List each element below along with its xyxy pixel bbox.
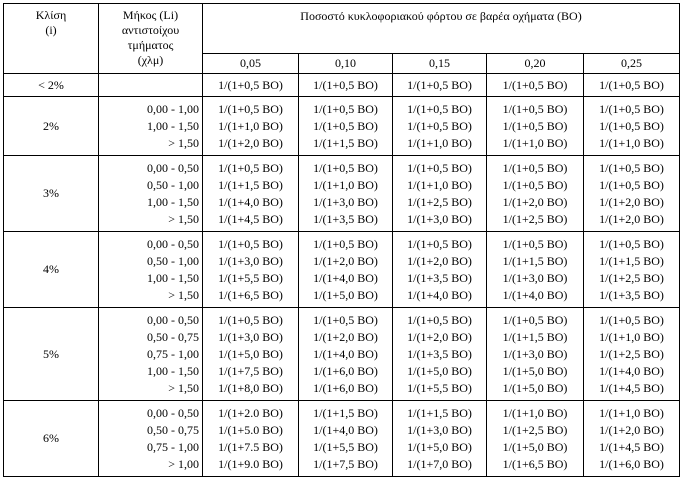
factor-value: 1/(1+1,5 ΒΟ) — [599, 253, 664, 268]
length-range: > 1,50 — [168, 380, 199, 395]
factor-cell — [487, 232, 584, 308]
length-range: > 1,50 — [168, 135, 199, 150]
length-range: 0,75 - 1,00 — [147, 439, 199, 454]
table-row — [4, 97, 680, 156]
factor-value: 1/(1+3,5 ΒΟ) — [407, 270, 472, 285]
factor-value: 1/(1+0,5 ΒΟ) — [599, 77, 664, 92]
length-range: 0,00 - 0,50 — [147, 236, 199, 251]
factor-value: 1/(1+3,5 ΒΟ) — [313, 211, 378, 226]
factor-value: 1/(1+7,0 ΒΟ) — [407, 456, 472, 471]
factor-value: 1/(1+0,5 ΒΟ) — [218, 77, 283, 92]
factor-value: 1/(1+1,5 ΒΟ) — [218, 177, 283, 192]
length-cell — [99, 232, 203, 308]
factor-value: 1/(1+5,0 ΒΟ) — [502, 380, 568, 395]
factor-value: 1/(1+0,5 ΒΟ) — [313, 118, 378, 133]
factor-cell — [393, 308, 487, 401]
length-header-line: τμήματος — [127, 38, 174, 52]
factor-value: 1/(1+1,0 ΒΟ) — [218, 118, 283, 133]
factor-value: 1/(1+5.0 ΒΟ) — [218, 422, 283, 437]
factor-value: 1/(1+0,5 ΒΟ) — [502, 312, 568, 327]
factor-value: 1/(1+5,0 ΒΟ) — [407, 439, 472, 454]
factor-cell — [487, 156, 584, 232]
factor-value: 1/(1+2,0 ΒΟ) — [502, 194, 568, 209]
factor-cell — [203, 74, 299, 97]
factor-cell — [393, 401, 487, 477]
factor-value: 1/(1+3,0 ΒΟ) — [313, 194, 378, 209]
table-row — [4, 308, 680, 401]
length-range: 1,00 - 1,50 — [147, 270, 199, 285]
factor-cell — [393, 156, 487, 232]
factor-value: 1/(1+0,5 ΒΟ) — [313, 236, 378, 251]
factor-value: 1/(1+0,5 ΒΟ) — [407, 101, 472, 116]
factor-value: 1/(1+3,5 ΒΟ) — [407, 346, 472, 361]
factor-value: 1/(1+0,5 ΒΟ) — [599, 160, 664, 175]
factor-value: 1/(1+7.5 ΒΟ) — [218, 439, 283, 454]
factor-value: 1/(1+4,0 ΒΟ) — [313, 422, 378, 437]
slope-header-line: Κλίση — [35, 8, 67, 22]
factor-value: 1/(1+0,5 ΒΟ) — [599, 236, 664, 251]
length-range: 0,00 - 0,50 — [147, 160, 199, 175]
factor-value: 1/(1+0,5 ΒΟ) — [502, 177, 568, 192]
length-range: 0,00 - 1,00 — [147, 101, 199, 116]
factor-value: 1/(1+0,5 ΒΟ) — [407, 160, 472, 175]
length-header-line: αντιστοίχου — [121, 23, 180, 37]
length-range: > 1,50 — [168, 211, 199, 226]
factor-value: 1/(1+3,0 ΒΟ) — [407, 211, 472, 226]
length-range: 1,00 - 1,50 — [147, 363, 199, 378]
factor-value: 1/(1+4,0 ΒΟ) — [313, 270, 378, 285]
factor-value: 1/(1+6,0 ΒΟ) — [599, 456, 664, 471]
length-header — [99, 4, 203, 74]
factor-value: 1/(1+0,5 ΒΟ) — [599, 101, 664, 116]
slope-header — [4, 4, 99, 74]
length-range: 0,00 - 0,50 — [147, 405, 199, 420]
percent-header: 0,15 — [393, 54, 487, 74]
factor-cell — [393, 232, 487, 308]
factor-value: 1/(1+2.0 ΒΟ) — [218, 405, 283, 420]
factor-value: 1/(1+2,5 ΒΟ) — [502, 211, 568, 226]
factor-cell — [487, 308, 584, 401]
percent-group-title: Ποσοστό κυκλοφοριακού φόρτου σε βαρέα οχήματα (ΒΟ) — [300, 9, 582, 23]
length-range: 0,50 - 0,75 — [147, 329, 199, 344]
factor-value: 1/(1+1,0 ΒΟ) — [313, 177, 378, 192]
factor-value: 1/(1+6,5 ΒΟ) — [218, 287, 283, 302]
factor-cell — [584, 401, 680, 477]
factor-value: 1/(1+1,0 ΒΟ) — [502, 135, 568, 150]
factor-cell — [203, 97, 299, 156]
table-row — [4, 401, 680, 477]
factor-value: 1/(1+0,5 ΒΟ) — [407, 118, 472, 133]
factor-value: 1/(1+1,0 ΒΟ) — [599, 135, 664, 150]
slope-cell: 2% — [4, 97, 99, 156]
factor-value: 1/(1+2,0 ΒΟ) — [313, 329, 378, 344]
percent-header: 0,10 — [299, 54, 393, 74]
factor-value: 1/(1+3,5 ΒΟ) — [599, 287, 664, 302]
factor-value: 1/(1+0,5 ΒΟ) — [218, 101, 283, 116]
factor-cell — [487, 401, 584, 477]
length-range: 0,50 - 0,75 — [147, 422, 199, 437]
slope-cell: 4% — [4, 232, 99, 308]
factor-value: 1/(1+1,0 ΒΟ) — [407, 135, 472, 150]
percent-group-header — [203, 4, 680, 54]
factor-value: 1/(1+0,5 ΒΟ) — [218, 312, 283, 327]
factor-value: 1/(1+0,5 ΒΟ) — [313, 312, 378, 327]
length-range: 1,00 - 1,50 — [147, 118, 199, 133]
factor-value: 1/(1+0,5 ΒΟ) — [407, 236, 472, 251]
factor-value: 1/(1+4,0 ΒΟ) — [599, 363, 664, 378]
length-cell — [99, 97, 203, 156]
factor-value: 1/(1+5,5 ΒΟ) — [313, 439, 378, 454]
factor-cell — [299, 232, 393, 308]
factor-value: 1/(1+4,0 ΒΟ) — [502, 287, 568, 302]
factor-value: 1/(1+5,5 ΒΟ) — [407, 380, 472, 395]
factor-value: 1/(1+1,5 ΒΟ) — [502, 329, 568, 344]
factor-value: 1/(1+0,5 ΒΟ) — [313, 101, 378, 116]
factor-value: 1/(1+0,5 ΒΟ) — [218, 160, 283, 175]
factor-value: 1/(1+1,5 ΒΟ) — [313, 405, 378, 420]
length-range: 1,00 - 1,50 — [147, 194, 199, 209]
factor-cell — [203, 308, 299, 401]
factor-value: 1/(1+2,5 ΒΟ) — [407, 194, 472, 209]
factor-value: 1/(1+5,0 ΒΟ) — [218, 346, 283, 361]
factor-cell — [584, 74, 680, 97]
factor-value: 1/(1+0,5 ΒΟ) — [502, 118, 568, 133]
length-range: 0,50 - 1,00 — [147, 253, 199, 268]
factor-value: 1/(1+0,5 ΒΟ) — [313, 160, 378, 175]
factor-value: 1/(1+3,0 ΒΟ) — [218, 329, 283, 344]
length-range: 0,00 - 0,50 — [147, 312, 199, 327]
factor-cell — [487, 74, 584, 97]
factor-value: 1/(1+7,5 ΒΟ) — [218, 363, 283, 378]
factor-cell — [584, 308, 680, 401]
factor-value: 1/(1+1,0 ΒΟ) — [407, 177, 472, 192]
factor-cell — [584, 97, 680, 156]
factor-value: 1/(1+1,0 ΒΟ) — [502, 405, 568, 420]
factor-value: 1/(1+1,5 ΒΟ) — [313, 135, 378, 150]
factor-value: 1/(1+8,0 ΒΟ) — [218, 380, 283, 395]
factor-value: 1/(1+0,5 ΒΟ) — [599, 177, 664, 192]
slope-header-line: (i) — [45, 23, 57, 37]
percent-header: 0,25 — [584, 54, 680, 74]
factor-value: 1/(1+2,0 ΒΟ) — [407, 253, 472, 268]
factor-value: 1/(1+1,5 ΒΟ) — [502, 253, 568, 268]
factor-cell — [203, 156, 299, 232]
length-range: > 1,00 — [168, 456, 199, 471]
factor-value: 1/(1+2,5 ΒΟ) — [599, 346, 664, 361]
factor-value: 1/(1+3,0 ΒΟ) — [218, 253, 283, 268]
factor-value: 1/(1+1,0 ΒΟ) — [599, 329, 664, 344]
slope-cell: < 2% — [4, 74, 99, 97]
length-cell — [99, 401, 203, 477]
table-row — [4, 232, 680, 308]
factor-value: 1/(1+0,5 ΒΟ) — [502, 236, 568, 251]
percent-header: 0,20 — [487, 54, 584, 74]
factor-value: 1/(1+0,5 ΒΟ) — [502, 160, 568, 175]
factor-value: 1/(1+3,0 ΒΟ) — [407, 422, 472, 437]
table-row — [4, 74, 680, 97]
length-range: 0,50 - 1,00 — [147, 177, 199, 192]
table-body — [4, 74, 680, 477]
length-header-line: (χλμ) — [137, 53, 164, 67]
factor-value: 1/(1+2,0 ΒΟ) — [599, 194, 664, 209]
factor-value: 1/(1+2,5 ΒΟ) — [599, 270, 664, 285]
percent-header: 0,05 — [203, 54, 299, 74]
factor-cell — [393, 74, 487, 97]
factor-value: 1/(1+4,0 ΒΟ) — [313, 346, 378, 361]
factor-value: 1/(1+0,5 ΒΟ) — [407, 312, 472, 327]
slope-cell: 5% — [4, 308, 99, 401]
factor-cell — [584, 156, 680, 232]
factor-value: 1/(1+0,5 ΒΟ) — [599, 312, 664, 327]
length-cell — [99, 156, 203, 232]
factor-value: 1/(1+4,5 ΒΟ) — [218, 211, 283, 226]
factor-value: 1/(1+7,5 ΒΟ) — [313, 456, 378, 471]
factor-value: 1/(1+6,0 ΒΟ) — [313, 363, 378, 378]
factor-cell — [299, 156, 393, 232]
factor-cell — [299, 74, 393, 97]
factor-value: 1/(1+4,0 ΒΟ) — [407, 287, 472, 302]
factor-value: 1/(1+5,0 ΒΟ) — [313, 287, 378, 302]
length-range: 0,75 - 1,00 — [147, 346, 199, 361]
factor-value: 1/(1+2,0 ΒΟ) — [599, 211, 664, 226]
factor-cell — [203, 401, 299, 477]
factor-value: 1/(1+0,5 ΒΟ) — [218, 236, 283, 251]
length-cell — [99, 74, 203, 97]
slope-cell: 6% — [4, 401, 99, 477]
factor-value: 1/(1+4,5 ΒΟ) — [599, 380, 664, 395]
factor-cell — [584, 232, 680, 308]
factor-value: 1/(1+2,5 ΒΟ) — [502, 422, 568, 437]
factor-cell — [299, 308, 393, 401]
length-range — [99, 77, 199, 94]
length-range: > 1,50 — [168, 287, 199, 302]
factor-value: 1/(1+2,0 ΒΟ) — [218, 135, 283, 150]
slope-cell: 3% — [4, 156, 99, 232]
factor-value: 1/(1+0,5 ΒΟ) — [599, 118, 664, 133]
factor-value: 1/(1+5,0 ΒΟ) — [407, 363, 472, 378]
factor-value: 1/(1+6,5 ΒΟ) — [502, 456, 568, 471]
factor-value: 1/(1+0,5 ΒΟ) — [502, 101, 568, 116]
length-cell — [99, 308, 203, 401]
factor-value: 1/(1+2,0 ΒΟ) — [599, 422, 664, 437]
factor-value: 1/(1+6,0 ΒΟ) — [313, 380, 378, 395]
factor-value: 1/(1+3,0 ΒΟ) — [502, 346, 568, 361]
factor-cell — [203, 232, 299, 308]
factor-value: 1/(1+1,0 ΒΟ) — [599, 405, 664, 420]
length-header-line: Μήκος (Li) — [122, 8, 179, 22]
factor-value: 1/(1+2,0 ΒΟ) — [313, 253, 378, 268]
heavy-vehicle-factor-table — [3, 3, 680, 477]
factor-value: 1/(1+0,5 ΒΟ) — [407, 77, 472, 92]
factor-cell — [393, 97, 487, 156]
factor-value: 1/(1+4,0 ΒΟ) — [218, 194, 283, 209]
factor-value: 1/(1+0,5 ΒΟ) — [502, 77, 568, 92]
factor-value: 1/(1+1,5 ΒΟ) — [407, 405, 472, 420]
factor-value: 1/(1+3,0 ΒΟ) — [502, 270, 568, 285]
factor-value: 1/(1+0,5 ΒΟ) — [313, 77, 378, 92]
table-row — [4, 156, 680, 232]
factor-cell — [299, 401, 393, 477]
factor-value: 1/(1+5,0 ΒΟ) — [502, 363, 568, 378]
factor-cell — [487, 97, 584, 156]
factor-value: 1/(1+5,0 ΒΟ) — [502, 439, 568, 454]
factor-value: 1/(1+2,0 ΒΟ) — [407, 329, 472, 344]
factor-value: 1/(1+5,5 ΒΟ) — [218, 270, 283, 285]
factor-value: 1/(1+9.0 ΒΟ) — [218, 456, 283, 471]
factor-value: 1/(1+4,5 ΒΟ) — [599, 439, 664, 454]
factor-cell — [299, 97, 393, 156]
